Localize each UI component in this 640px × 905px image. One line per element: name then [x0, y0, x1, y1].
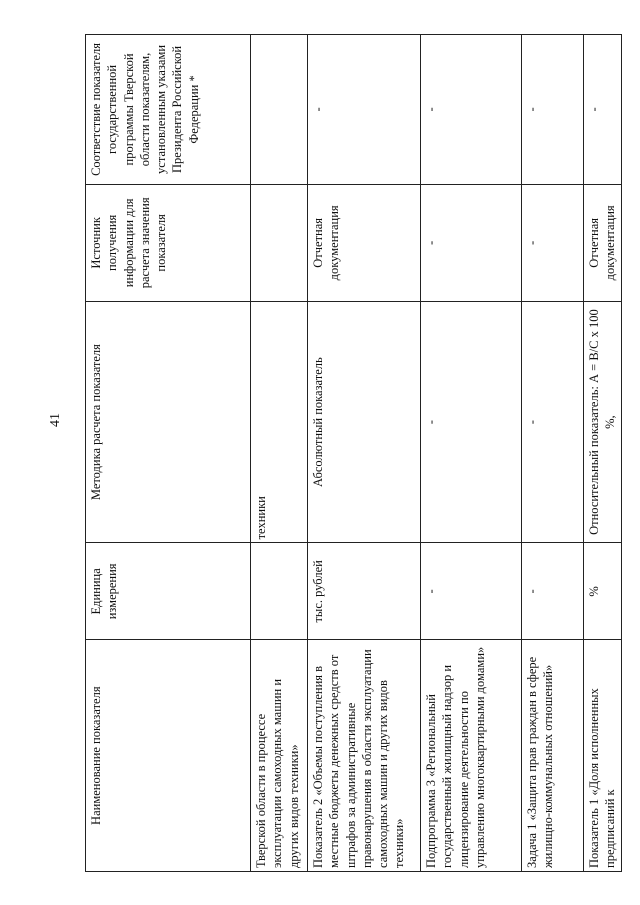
- cell-method: Абсолютный показатель: [308, 301, 421, 543]
- cell-unit: -: [421, 543, 522, 640]
- table-row: [251, 35, 308, 872]
- page-number: 41: [48, 413, 63, 427]
- cell-correspondence: -: [522, 35, 584, 185]
- cell-source: [251, 184, 308, 301]
- table-header-row: [86, 35, 251, 872]
- cell-indicator-name: Показатель 1 «Доля исполненных предписаний к: [584, 640, 622, 872]
- cell-unit: %: [584, 543, 622, 640]
- cell-source: -: [522, 184, 584, 301]
- table-row: [421, 35, 522, 872]
- cell-correspondence: -: [421, 35, 522, 185]
- cell-method: -: [421, 301, 522, 543]
- rotated-table-container: [85, 34, 618, 872]
- indicators-table: [85, 34, 622, 872]
- cell-source: -: [421, 184, 522, 301]
- header-source: Источник получения информации для расчета значения показателя: [86, 184, 251, 301]
- table-row: [584, 35, 622, 872]
- cell-method: Относительный показатель: А = B/C x 100 %,: [584, 301, 622, 543]
- header-indicator-name: Наименование показателя: [86, 640, 251, 872]
- cell-source: Отчетная документация: [584, 184, 622, 301]
- cell-method: техники: [251, 301, 308, 543]
- cell-correspondence: -: [584, 35, 622, 185]
- cell-method: -: [522, 301, 584, 543]
- cell-indicator-name: Показатель 2 «Объемы поступления в местные бюджеты денежных средств от штрафов за административные правонарушения в области эксплуатации самоходных машин и других видов техники»: [308, 640, 421, 872]
- cell-indicator-name: Подпрограмма 3 «Региональный государственный жилищный надзор и лицензирование деятельности по управлению многоквартирными домами»: [421, 640, 522, 872]
- table-row: [308, 35, 421, 872]
- cell-indicator-name: Задача 1 «Защита прав граждан в сфере жилищно-коммунальных отношений»: [522, 640, 584, 872]
- header-correspondence: Соответствие показателя государственной программы Тверской области показателям, установленным указами Президента Российской Федерации *: [86, 35, 251, 185]
- table-row: [522, 35, 584, 872]
- cell-correspondence: [251, 35, 308, 185]
- header-method: Методика расчета показателя: [86, 301, 251, 543]
- cell-unit: [251, 543, 308, 640]
- cell-correspondence: -: [308, 35, 421, 185]
- cell-unit: тыс. рублей: [308, 543, 421, 640]
- header-unit: Единица измерения: [86, 543, 251, 640]
- cell-indicator-name: Тверской области в процессе эксплуатации самоходных машин и других видов техники»: [251, 640, 308, 872]
- cell-source: Отчетная документация: [308, 184, 421, 301]
- cell-unit: -: [522, 543, 584, 640]
